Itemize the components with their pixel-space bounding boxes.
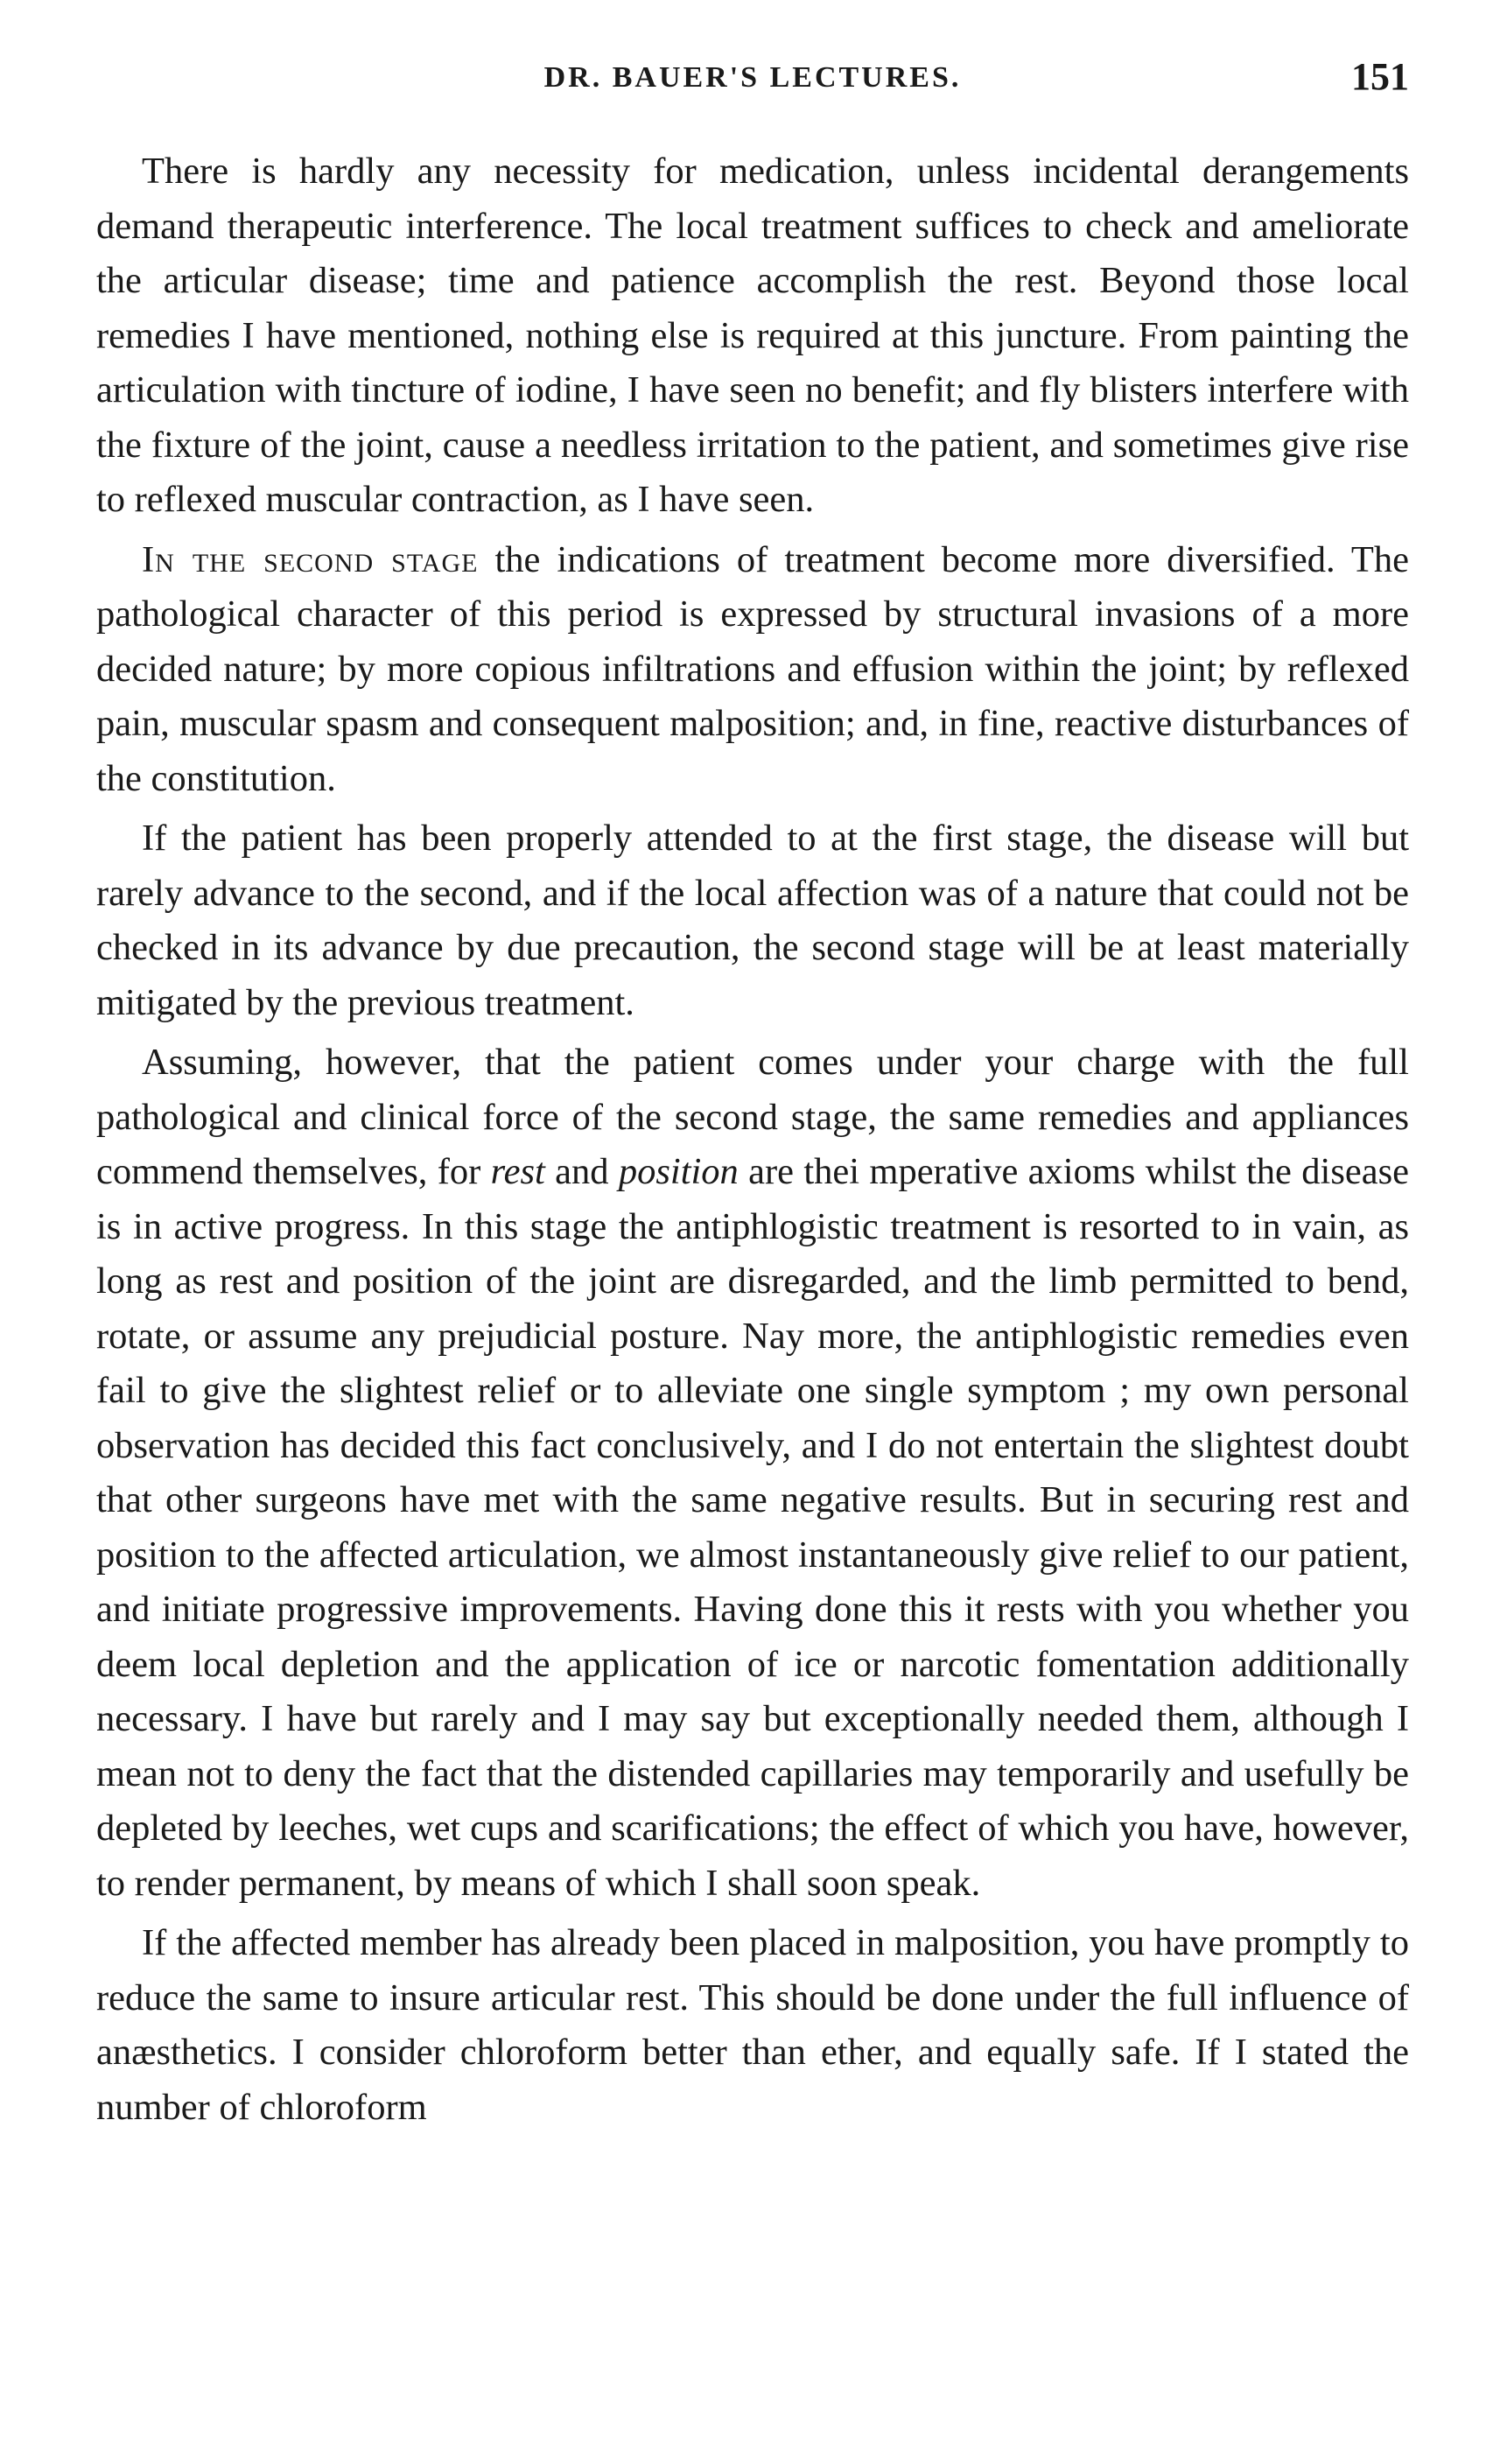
rest-position-text-2: and <box>544 1151 619 1192</box>
paragraph-medication: There is hardly any necessity for medication, unless incidental derangements demand therapeutic interference. The local treatment suffices to check and ameliorate the articular disease; time and patience accomplish the rest. Beyond those local remedies I have mentioned, nothing else is required at this juncture. From painting the articulation with tincture of iodine, I have seen no benefit; and fly blisters interfere with the fixture of the joint, cause a needless irritation to the patient, and sometimes give rise to reflexed muscular contraction, as I have seen. <box>96 151 1409 520</box>
paragraph-rest-and-position <box>96 1035 1409 1911</box>
running-title: DR. BAUER'S LECTURES. <box>543 61 962 94</box>
paragraph-malposition: If the affected member has already been placed in malposition, you have promptly to reduce the same to insure articular rest. This should be done under the full influence of anæsthetics. I consider chloroform better than ether, and equally safe. If I stated the number of chloroform <box>96 1922 1409 2128</box>
body-text <box>96 144 1409 2140</box>
rest-position-text-3: are thei mperative axioms whilst the disease is in active progress. In this stage the antiphlogistic treatment is resorted to in vain, as long as rest and position of the joint are disregarded, and the limb permitted to bend, rotate, or assume any prejudicial posture. Nay more, the antiphlogistic remedies even fail to give the slightest relief or to alleviate one single symptom ; my own personal observation has decided this fact conclusively, and I do not entertain the slightest doubt that other surgeons have met with the same negative results. But in securing rest and position to the affected articulation, we almost instantaneously give relief to our patient, and initiate progressive improvements. Having done this it rests with you whether you deem local depletion and the application of ice or narcotic fomentation additionally necessary. I have but rarely and I may say but exceptionally needed them, although I mean not to deny the fact that the distended capillaries may temporarily and usefully be depleted by leeches, wet cups and scarifications; the effect of which you have, however, to render permanent, by means of which I shall soon speak. <box>96 1151 1409 1904</box>
rest-emphasis: rest <box>490 1151 545 1192</box>
rest-position-text-1: Assuming, however, that the patient comes under your charge with the full pathological and clinical force of the second stage, the same remedies and appliances commend themselves, for <box>96 1042 1409 1192</box>
running-head <box>96 53 1409 114</box>
paragraph-first-stage-care: If the patient has been properly attended to at the first stage, the disease will but rarely advance to the second, and if the local affection was of a nature that could not be checked in its advance by due precaution, the second stage will be at least materially mitigated by the previous treatment. <box>96 818 1409 1023</box>
second-stage-text: the indications of treatment become more diversified. The pathological character of this period is expressed by structural invasions of a more decided nature; by more copious infiltrations and effusion within the joint; by reflexed pain, muscular spasm and consequent malposition; and, in fine, reactive disturbances of the constitution. <box>96 538 1409 799</box>
second-stage-lead: In the second stage <box>142 538 479 580</box>
paragraph-second-stage <box>96 533 1409 807</box>
page-number: 151 <box>1351 55 1409 98</box>
position-emphasis: position <box>618 1151 739 1192</box>
